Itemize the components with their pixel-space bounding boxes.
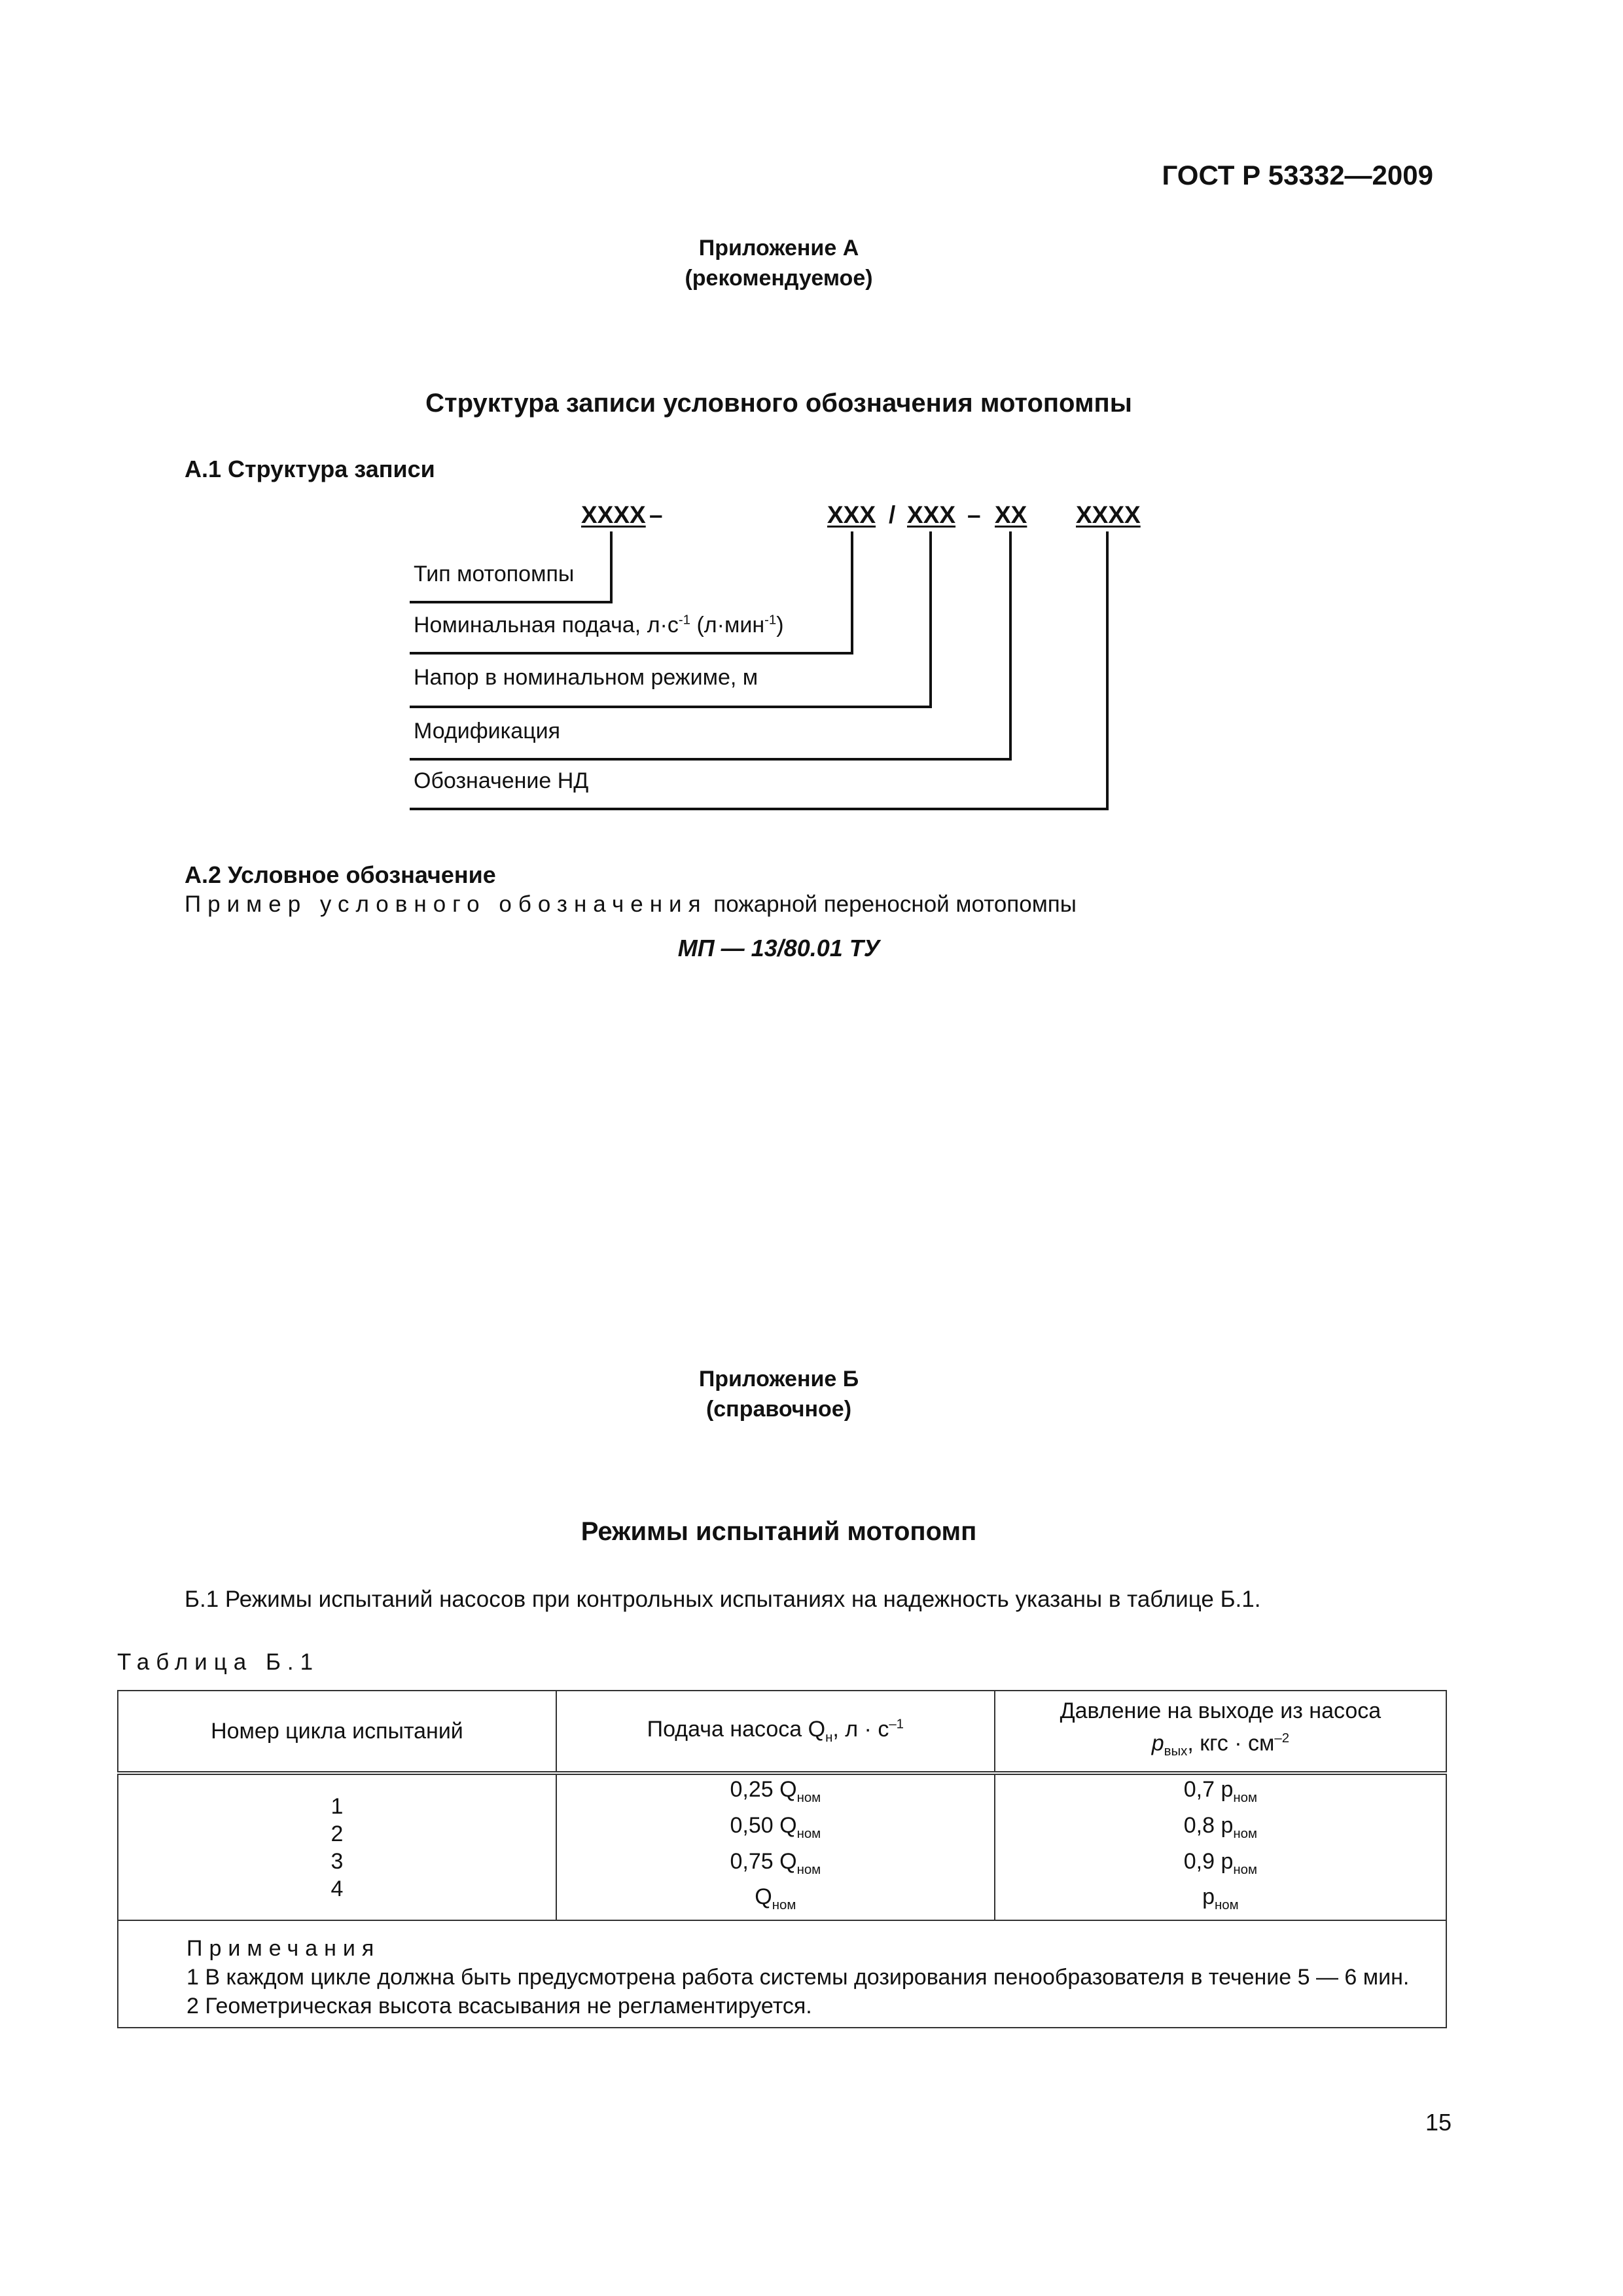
- note-1: 1 В каждом цикле должна быть предусмотрена работа системы дозирования пенообразователя в течение 5 — 6 мин.: [187, 1965, 1410, 1990]
- appendix-b-status: (справочное): [705, 1397, 852, 1422]
- label-pump-type: Тип мотопомпы: [414, 562, 575, 586]
- table-row: 3: [330, 1848, 344, 1874]
- appendix-b-paragraph: Б.1 Режимы испытаний насосов при контрольных испытаниях на надежность указаны в таблице Б.1.: [185, 1587, 1261, 1612]
- label-head: Напор в номинальном режиме, м: [414, 665, 758, 690]
- page-number: 15: [1425, 2109, 1452, 2136]
- label-modification: Модификация: [414, 719, 561, 744]
- appendix-a-title: Приложение А: [698, 236, 859, 260]
- appendix-b-title: Приложение Б: [698, 1367, 859, 1391]
- pressure-values: 0,7 $p_{ном}$ 0,8 $p_{ном}$ 0,9 $p_{ном}$ $p_{ном}$: [995, 1773, 1446, 1920]
- code-flow: XXX: [827, 501, 876, 528]
- col-header-cycle: Номер цикла испытаний: [118, 1691, 556, 1773]
- code-nd: XXXX: [1076, 501, 1141, 528]
- section-a2-title: А.2 Условное обозначение: [185, 861, 496, 888]
- code-sep1: –: [649, 501, 663, 528]
- code-type: XXXX: [581, 501, 646, 528]
- note-2: 2 Геометрическая высота всасывания не регламентируется.: [187, 1994, 812, 2019]
- label-nominal-flow: Номинальная подача, $л\cdot с^{-1}$ (л·мин$^{-1}$): [414, 613, 784, 637]
- appendix-b-heading: Режимы испытаний мотопомп: [580, 1517, 977, 1546]
- col-header-pressure: Давление на выходе из насоса $p_{вых}$, кгс · $см^{-2}$: [995, 1691, 1446, 1773]
- example-code: МП — 13/80.01 ТУ: [677, 935, 880, 961]
- example-text: Пример условного обозначения пожарной переносной мотопомпы: [185, 891, 1077, 917]
- flow-values: 0,25 $Q_{ном}$ 0,50 $Q_{ном}$ 0,75 $Q_{ном}$ $Q_{ном}$: [556, 1773, 995, 1920]
- section-a1-title: А.1 Структура записи: [185, 456, 435, 482]
- table-row: 4: [330, 1876, 344, 1901]
- appendix-a-heading: Структура записи условного обозначения мотопомпы: [425, 389, 1132, 418]
- cycle-numbers: [118, 1773, 556, 1920]
- table-caption: Таблица Б.1: [117, 1649, 320, 1675]
- appendix-a-status: (рекомендуемое): [685, 266, 873, 291]
- code-mod: XX: [995, 501, 1027, 528]
- code-slash: /: [889, 501, 896, 528]
- notes-title: Примечания: [187, 1936, 381, 1962]
- code-dash: –: [967, 501, 981, 528]
- standard-id: ГОСТ Р 53332—2009: [1162, 160, 1433, 190]
- table-row: 2: [330, 1821, 344, 1846]
- code-head: XXX: [907, 501, 956, 528]
- table-notes: [118, 1920, 1446, 2028]
- col-header-flow: Подача насоса $Q_н$, $л \cdot с^{-1}$: [556, 1691, 995, 1773]
- test-modes-table: [117, 1690, 1447, 2028]
- label-nd: Обозначение НД: [414, 768, 589, 793]
- table-row: 1: [330, 1793, 344, 1819]
